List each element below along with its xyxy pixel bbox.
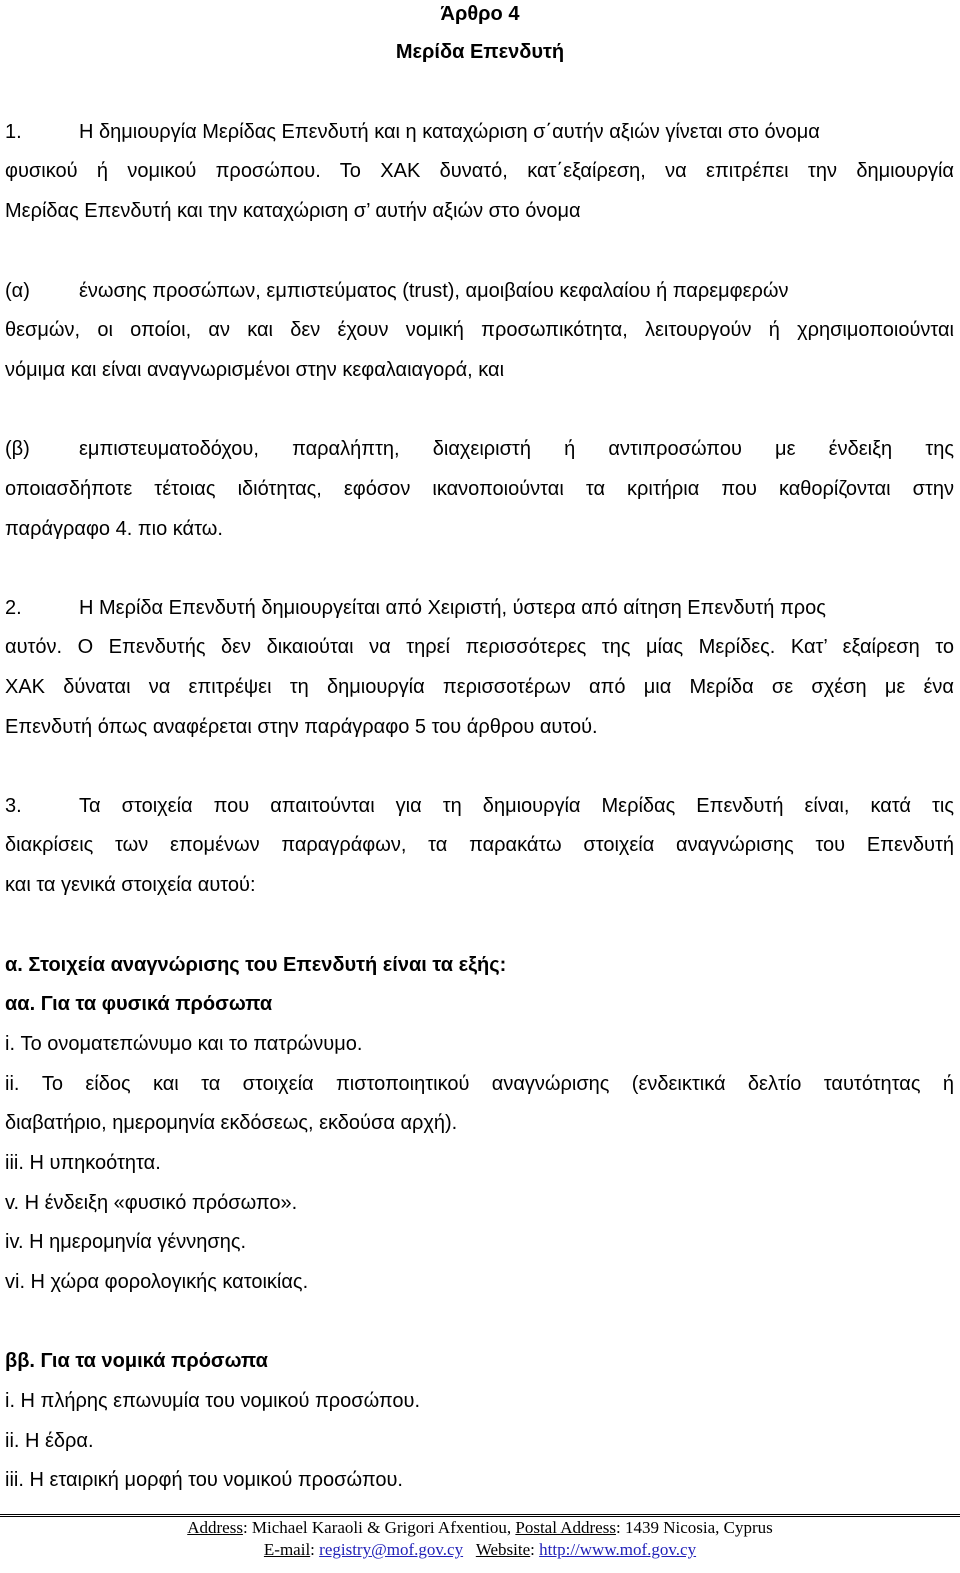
section-3-text: Τα στοιχεία που απαιτούνται για τη δημιουργία Μερίδας Επενδυτή είναι, κατά τις xyxy=(79,795,954,817)
footer-address-line xyxy=(0,1517,960,1539)
item-b-label: (β) xyxy=(5,438,30,460)
section-3-line-2: διακρίσεις των επομένων παραγράφων, τα παρακάτω στοιχεία αναγνώρισης του Επενδυτή xyxy=(5,834,954,856)
section-2-number: 2. xyxy=(5,597,22,619)
natural-item-4: v. Η ένδειξη «φυσικό πρόσωπο». xyxy=(5,1192,298,1214)
section-2-line-3: ΧΑΚ δύναται να επιτρέψει τη δημιουργία περισσοτέρων από μια Μερίδα σε σχέση με ένα xyxy=(5,676,954,698)
item-a-label: (α) xyxy=(5,280,30,302)
footer-email-sep: : xyxy=(310,1540,320,1559)
natural-item-2-continued: διαβατήριο, ημερομηνία εκδόσεως, εκδούσα αρχή). xyxy=(5,1112,458,1134)
natural-item-3: iii. Η υπηκοότητα. xyxy=(5,1152,161,1174)
footer-contact-line xyxy=(0,1539,960,1561)
footer-postal-label: Postal Address xyxy=(515,1518,616,1537)
footer-website-sep: : xyxy=(530,1540,540,1559)
article-number: Άρθρο 4 xyxy=(440,3,520,25)
item-b-line-3: παράγραφο 4. πιο κάτω. xyxy=(5,518,223,540)
item-b-first-line xyxy=(5,435,954,463)
item-a-first-line xyxy=(5,277,954,305)
section-1-number: 1. xyxy=(5,121,22,143)
section-2-line-2: αυτόν. Ο Επενδυτής δεν δικαιούται να τηρεί περισσότερες της μίας Μερίδες. Κατ’ εξαίρεση το xyxy=(5,636,954,658)
footer-postal-value: : 1439 Nicosia, Cyprus xyxy=(615,1518,773,1537)
footer-email-link[interactable]: registry@mof.gov.cy xyxy=(319,1540,464,1559)
section-3-first-line xyxy=(5,792,954,820)
natural-item-1: i. Το ονοματεπώνυμο και το πατρώνυμο. xyxy=(5,1033,363,1055)
section-2-text: Η Μερίδα Επενδυτή δημιουργείται από Χειριστή, ύστερα από αίτηση Επενδυτή προς xyxy=(79,597,826,619)
legal-item-3: iii. Η εταιρική μορφή του νομικού προσώπου. xyxy=(5,1469,403,1491)
section-2-first-line xyxy=(5,594,954,622)
legal-item-2: ii. Η έδρα. xyxy=(5,1430,94,1452)
section-2-line-4: Επενδυτή όπως αναφέρεται στην παράγραφο 5 του άρθρου αυτού. xyxy=(5,716,598,738)
article-title: Μερίδα Επενδυτή xyxy=(395,41,565,63)
item-a-line-3: νόμιμα και είναι αναγνωρισμένοι στην κεφαλαιαγορά, και xyxy=(5,359,505,381)
item-a-line-2: θεσμών, οι οποίοι, αν και δεν έχουν νομική προσωπικότητα, λειτουργούν ή χρησιμοποιούνται xyxy=(5,319,954,341)
item-b-text: εμπιστευματοδόχου, παραλήπτη, διαχειριστή ή αντιπροσώπου με ένδειξη της xyxy=(79,438,954,460)
footer-address-value: : Michael Karaoli & Grigori Afxentiou, xyxy=(242,1518,516,1537)
natural-item-5: iv. Η ημερομηνία γέννησης. xyxy=(5,1231,247,1253)
section-1-first-line xyxy=(5,118,954,146)
item-b-line-2: οποιασδήποτε τέτοιας ιδιότητας, εφόσον ικανοποιούνται τα κριτήρια που καθορίζονται στην xyxy=(5,478,954,500)
section-1-line-2: φυσικού ή νομικού προσώπου. Το ΧΑΚ δυνατό, κατ΄εξαίρεση, να επιτρέπει την δημιουργία xyxy=(5,160,954,182)
legal-persons-heading: ββ. Για τα νομικά πρόσωπα xyxy=(5,1350,268,1372)
footer-website-link[interactable]: http://www.mof.gov.cy xyxy=(539,1540,697,1559)
section-1-line-3: Μερίδας Επενδυτή και την καταχώριση σ’ αυτήν αξιών στο όνομα xyxy=(5,200,581,222)
identification-heading: α. Στοιχεία αναγνώρισης του Επενδυτή είναι τα εξής: xyxy=(5,954,507,976)
footer-website-label: Website xyxy=(475,1540,531,1559)
legal-item-1: i. Η πλήρης επωνυμία του νομικού προσώπου. xyxy=(5,1390,421,1412)
section-3-number: 3. xyxy=(5,795,22,817)
footer-email-label: E-mail xyxy=(263,1540,311,1559)
natural-item-2: ii. Το είδος και τα στοιχεία πιστοποιητικού αναγνώρισης (ενδεικτικά δελτίο ταυτότητας ή xyxy=(5,1073,954,1095)
footer-address-label: Address xyxy=(187,1518,243,1537)
natural-item-6: vi. Η χώρα φορολογικής κατοικίας. xyxy=(5,1271,309,1293)
natural-persons-heading: αα. Για τα φυσικά πρόσωπα xyxy=(5,993,273,1015)
section-1-text: Η δημιουργία Μερίδας Επενδυτή και η καταχώριση σ΄αυτήν αξιών γίνεται στο όνομα xyxy=(79,121,820,143)
section-3-line-3: και τα γενικά στοιχεία αυτού: xyxy=(5,874,256,896)
item-a-text: ένωσης προσώπων, εμπιστεύματος (trust), αμοιβαίου κεφαλαίου ή παρεμφερών xyxy=(79,280,789,302)
